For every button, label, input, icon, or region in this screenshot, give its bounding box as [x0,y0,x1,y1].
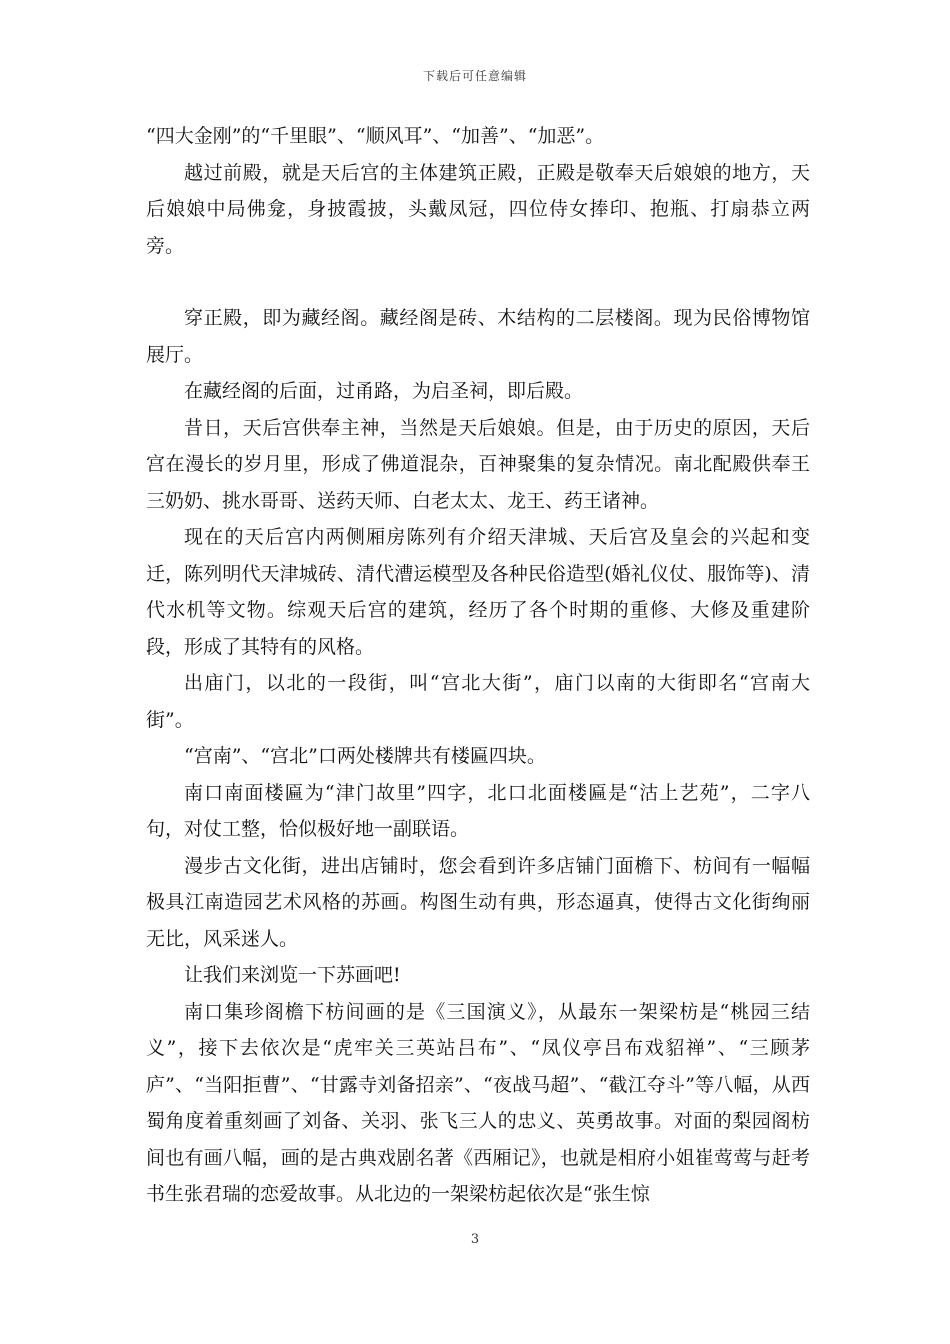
paragraph: 昔日，天后宫供奉主神，当然是天后娘娘。但是，由于历史的原因，天后宫在漫长的岁月里，形成了佛道混杂，百神聚集的复杂情况。南北配殿供奉王三奶奶、挑水哥哥、送药天师、白老太太、龙王、药王诸神。 [146,416,810,512]
paragraph: 现在的天后宫内两侧厢房陈列有介绍天津城、天后宫及皇会的兴起和变迁，陈列明代天津城砖、清代漕运模型及各种民俗造型(婚礼仪仗、服饰等)、清代水机等文物。综观天后宫的建筑，经历了各个时期的重修、大修及重建阶段，形成了其特有的风格。 [146,526,810,658]
paragraph: “四大金刚”的“千里眼”、“顺风耳”、“加善”、“加恶”。 [146,125,605,147]
page-header-note: 下载后可任意编辑 [422,69,527,83]
paragraph: “宫南”、“宫北”口两处楼牌共有楼匾四块。 [184,745,546,767]
page-number: 3 [470,1232,480,1247]
paragraph: 南口集珍阁檐下枋间画的是《三国演义》，从最东一架梁枋是“桃园三结义”，接下去依次是“虎牢关三英站吕布”、“凤仪亭吕布戏貂禅”、“三顾茅庐”、“当阳拒曹”、“甘露寺刘备招亲”、“夜战马超”、“截江夺斗”等八幅，从西蜀角度着重刻画了刘备、关羽、张飞三人的忠义、英勇故事。对面的梨园阁枋间也有画八幅，画的是古典戏剧名著《西厢记》，也就是相府小姐崔莺莺与赶考书生张君瑞的恋爱故事。从北边的一架梁枋起依次是“张生惊 [146,1000,810,1205]
paragraph: 漫步古文化街，进出店铺时，您会看到许多店铺门面檐下、枋间有一幅幅极具江南造园艺术风格的苏画。构图生动有典，形态逼真，使得古文化街绚丽无比，风采迷人。 [146,854,810,950]
document-body [146,118,810,1213]
paragraph: 出庙门，以北的一段街，叫“宫北大街”，庙门以南的大街即名“宫南大街”。 [146,672,810,731]
paragraph: 让我们来浏览一下苏画吧! [184,964,401,986]
paragraph: 在藏经阁的后面，过甬路，为启圣祠，即后殿。 [184,380,584,402]
paragraph: 南口南面楼匾为“津门故里”四字，北口北面楼匾是“沽上艺苑”，二字八句，对仗工整，恰似极好地一副联语。 [146,781,810,840]
paragraph: 越过前殿，就是天后宫的主体建筑正殿，正殿是敬奉天后娘娘的地方，天后娘娘中局佛龛，身披霞披，头戴凤冠，四位侍女捧印、抱瓶、打扇恭立两旁。 [146,161,810,257]
paragraph: 穿正殿，即为藏经阁。藏经阁是砖、木结构的二层楼阁。现为民俗博物馆展厅。 [146,307,810,366]
paragraph-spacer [146,264,810,300]
